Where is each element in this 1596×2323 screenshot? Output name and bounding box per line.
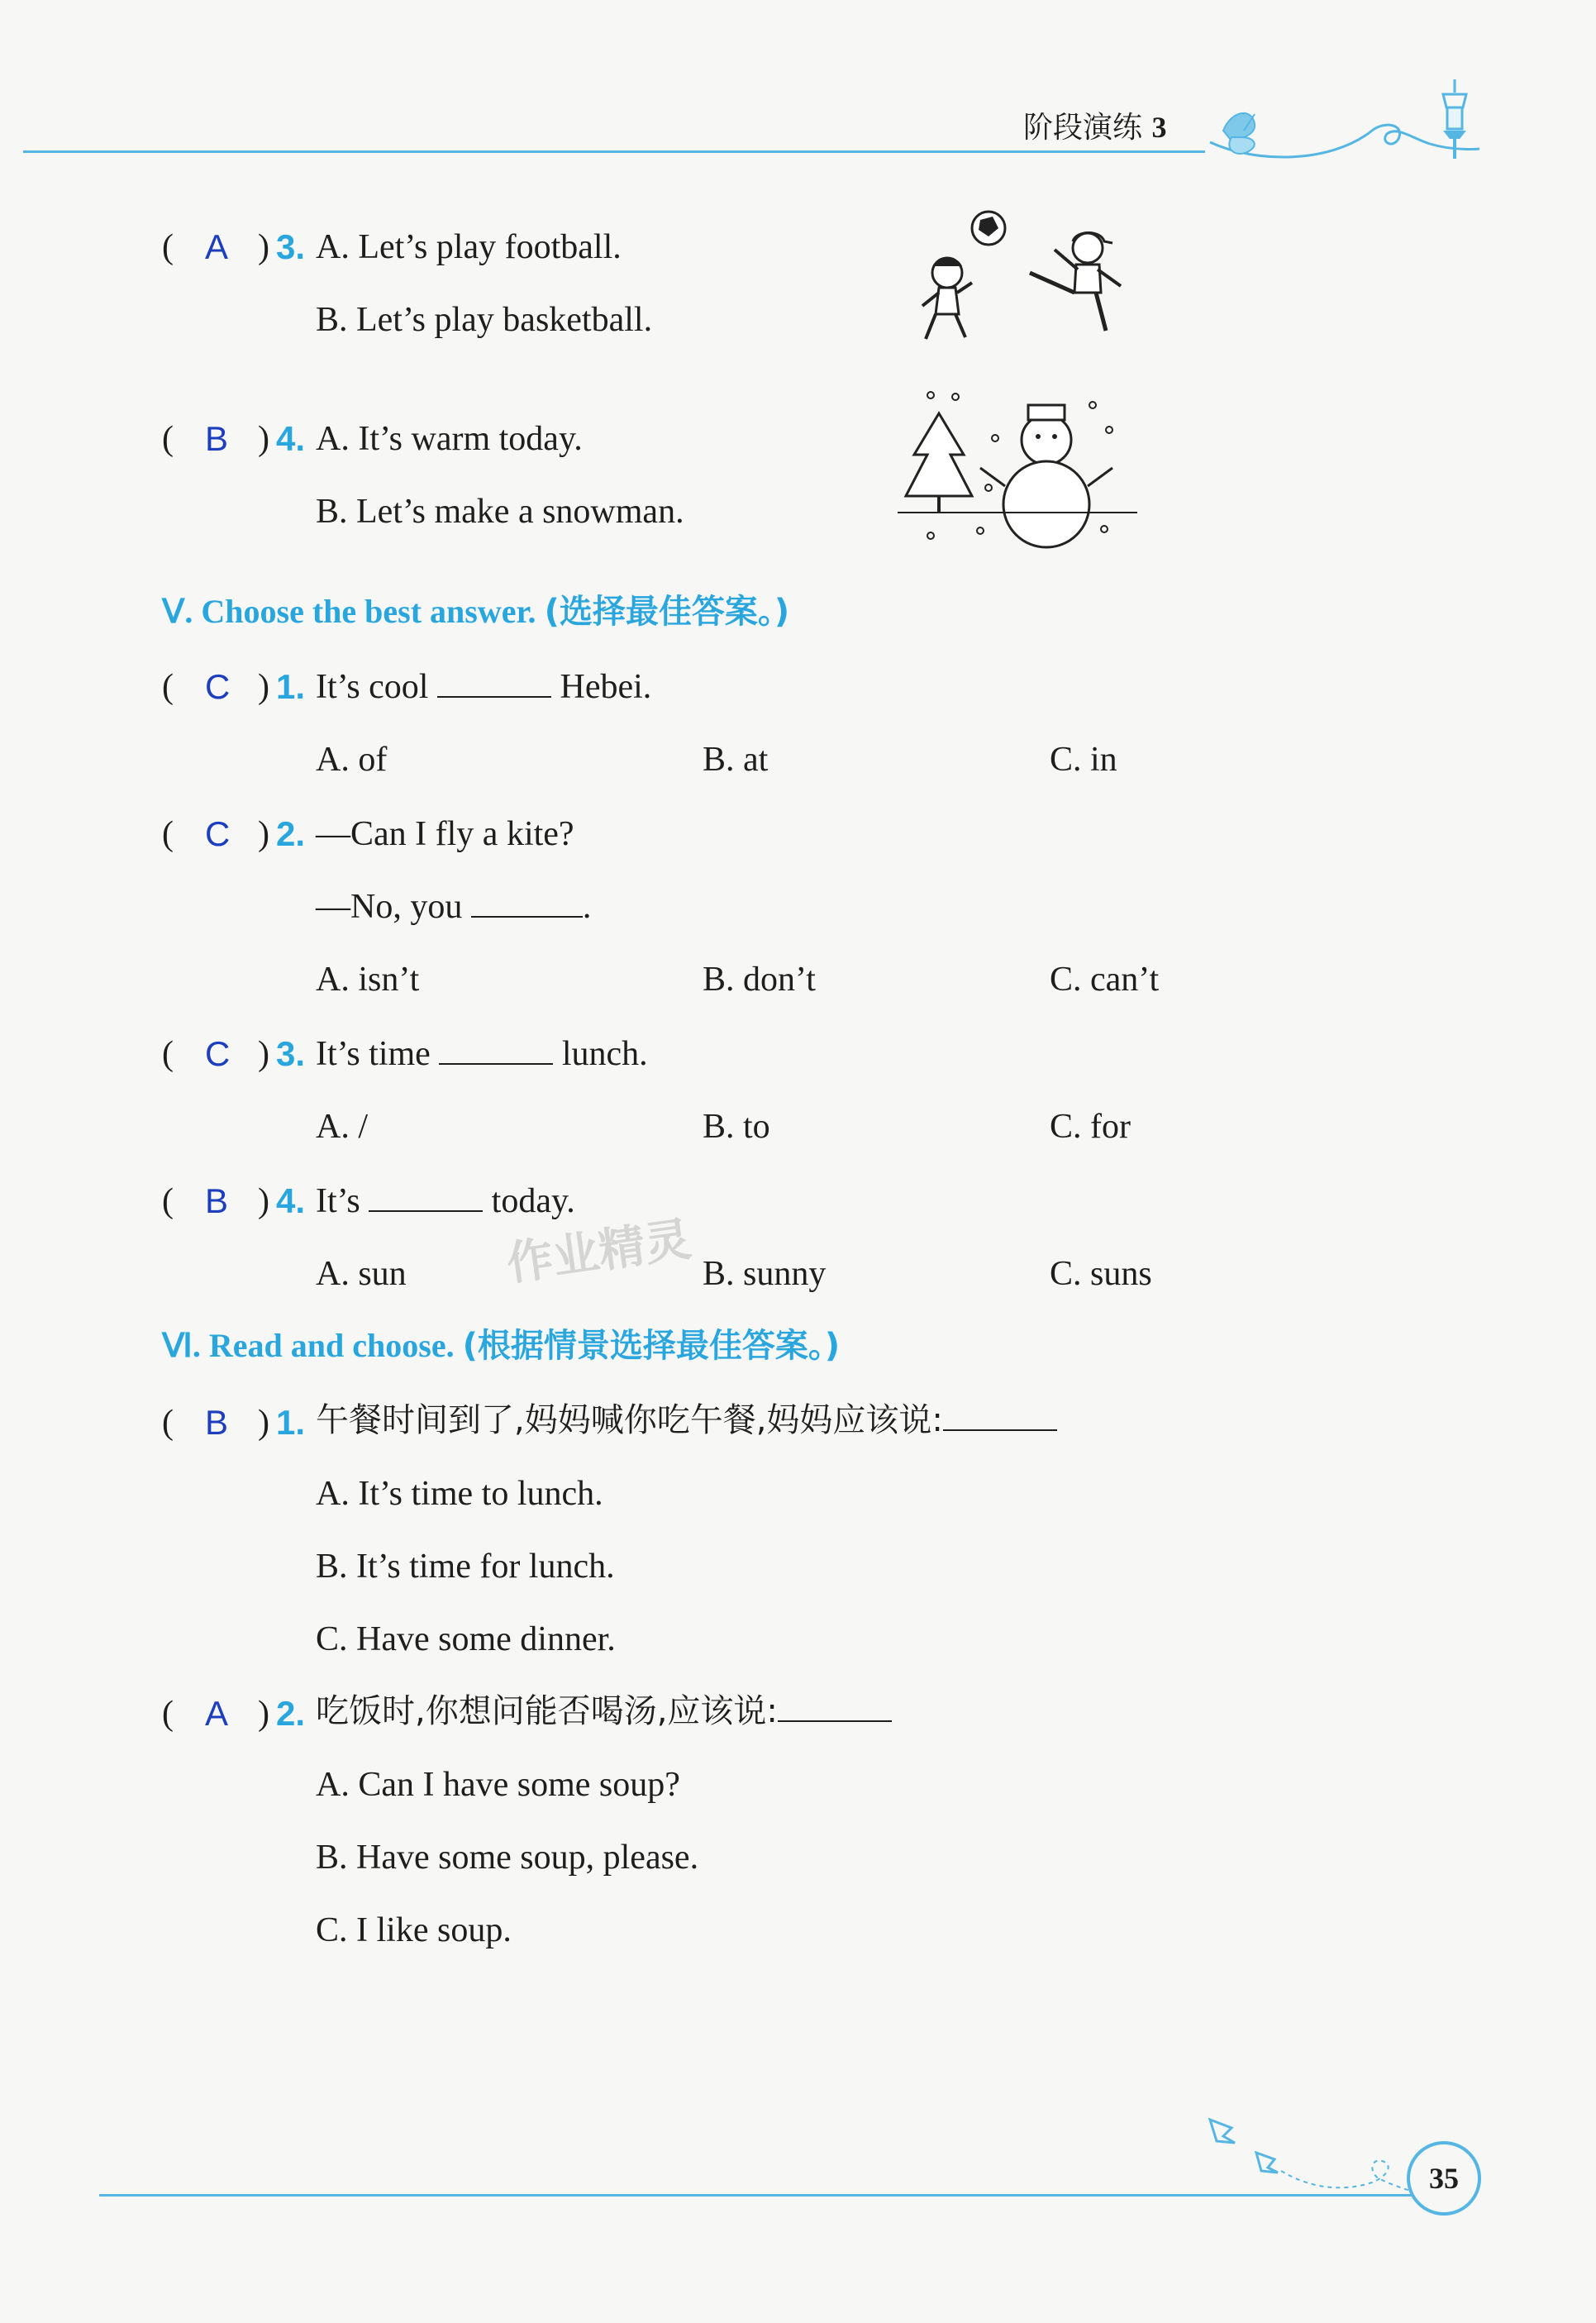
answer-blank bbox=[439, 1038, 553, 1065]
option-c: C. for bbox=[1050, 1108, 1131, 1146]
header-rule bbox=[23, 150, 1205, 153]
answer-blank bbox=[437, 671, 551, 698]
question-number: 4. bbox=[276, 419, 306, 458]
option-a: A. It’s warm today. bbox=[316, 420, 583, 458]
option-c: C. in bbox=[1050, 741, 1117, 779]
question-stem-line1: —Can I fly a kite? bbox=[316, 815, 574, 853]
question-stem: 午餐时间到了,妈妈喊你吃午餐,妈妈应该说: bbox=[316, 1404, 1057, 1437]
answer-paren: ) bbox=[258, 228, 269, 266]
butterfly-lamp-decoration bbox=[1207, 73, 1488, 165]
answer-paren: ( bbox=[162, 1695, 174, 1733]
answer-paren: ) bbox=[258, 668, 269, 706]
question-stem: 吃饭时,你想问能否喝汤,应该说: bbox=[316, 1695, 892, 1728]
option-a: A. / bbox=[316, 1108, 368, 1146]
option-c: C. suns bbox=[1050, 1255, 1152, 1293]
section-5-title: Ⅴ. Choose the best answer. (选择最佳答案。) bbox=[162, 593, 790, 631]
answer-mark: B bbox=[205, 419, 229, 458]
answer-blank bbox=[778, 1696, 892, 1722]
answer-blank bbox=[471, 891, 583, 918]
option-b: B. Let’s make a snowman. bbox=[316, 493, 684, 531]
answer-paren: ) bbox=[258, 1404, 269, 1442]
answer-paren: ) bbox=[258, 420, 269, 458]
footer-rule bbox=[99, 2194, 1422, 2197]
answer-paren: ( bbox=[162, 1404, 174, 1442]
football-kids-illustration bbox=[914, 207, 1129, 347]
question-stem: It’s cool Hebei. bbox=[316, 668, 652, 706]
answer-paren: ( bbox=[162, 1035, 174, 1073]
option-a: A. of bbox=[316, 741, 388, 779]
option-c: C. I like soup. bbox=[316, 1911, 512, 1949]
option-a: A. sun bbox=[316, 1255, 407, 1293]
option-c: C. can’t bbox=[1050, 961, 1160, 999]
option-a: A. It’s time to lunch. bbox=[316, 1475, 603, 1513]
question-number: 1. bbox=[276, 667, 306, 706]
answer-paren: ) bbox=[258, 1035, 269, 1073]
answer-paren: ( bbox=[162, 1182, 174, 1220]
snowman-tree-illustration bbox=[898, 389, 1137, 554]
answer-mark: C bbox=[205, 667, 231, 706]
header-title: 阶段演练 3 bbox=[1023, 111, 1167, 145]
answer-paren: ) bbox=[258, 1695, 269, 1733]
question-stem: It’s time lunch. bbox=[316, 1035, 648, 1073]
option-b: B. Have some soup, please. bbox=[316, 1839, 699, 1877]
question-stem-line2: —No, you . bbox=[316, 888, 592, 926]
birds-decoration bbox=[1198, 2100, 1422, 2199]
question-number: 3. bbox=[276, 227, 306, 266]
option-b: B. Let’s play basketball. bbox=[316, 301, 653, 339]
answer-blank bbox=[943, 1405, 1057, 1431]
option-c: C. Have some dinner. bbox=[316, 1620, 616, 1658]
answer-mark: B bbox=[205, 1181, 229, 1220]
option-b: B. at bbox=[703, 741, 769, 779]
answer-mark: A bbox=[205, 1694, 229, 1733]
option-a: A. Can I have some soup? bbox=[316, 1766, 680, 1804]
answer-paren: ) bbox=[258, 815, 269, 853]
question-number: 1. bbox=[276, 1403, 306, 1442]
option-a: A. Let’s play football. bbox=[316, 228, 622, 266]
option-b: B. to bbox=[703, 1108, 770, 1146]
question-stem: It’s today. bbox=[316, 1182, 575, 1220]
answer-blank bbox=[369, 1185, 483, 1212]
watermark: 作业精灵 bbox=[503, 1212, 695, 1292]
option-b: B. don’t bbox=[703, 961, 816, 999]
question-number: 2. bbox=[276, 814, 306, 853]
option-b: B. sunny bbox=[703, 1255, 827, 1293]
answer-paren: ) bbox=[258, 1182, 269, 1220]
option-b: B. It’s time for lunch. bbox=[316, 1548, 615, 1586]
answer-mark: B bbox=[205, 1403, 229, 1442]
option-a: A. isn’t bbox=[316, 961, 420, 999]
answer-paren: ( bbox=[162, 815, 174, 853]
question-number: 3. bbox=[276, 1034, 306, 1073]
answer-mark: C bbox=[205, 814, 231, 853]
answer-paren: ( bbox=[162, 228, 174, 266]
answer-paren: ( bbox=[162, 668, 174, 706]
page-number: 35 bbox=[1407, 2141, 1481, 2216]
question-number: 2. bbox=[276, 1694, 306, 1733]
answer-mark: A bbox=[205, 227, 229, 266]
answer-mark: C bbox=[205, 1034, 231, 1073]
section-6-title: Ⅵ. Read and choose. (根据情景选择最佳答案。) bbox=[162, 1327, 841, 1365]
question-number: 4. bbox=[276, 1181, 306, 1220]
answer-paren: ( bbox=[162, 420, 174, 458]
